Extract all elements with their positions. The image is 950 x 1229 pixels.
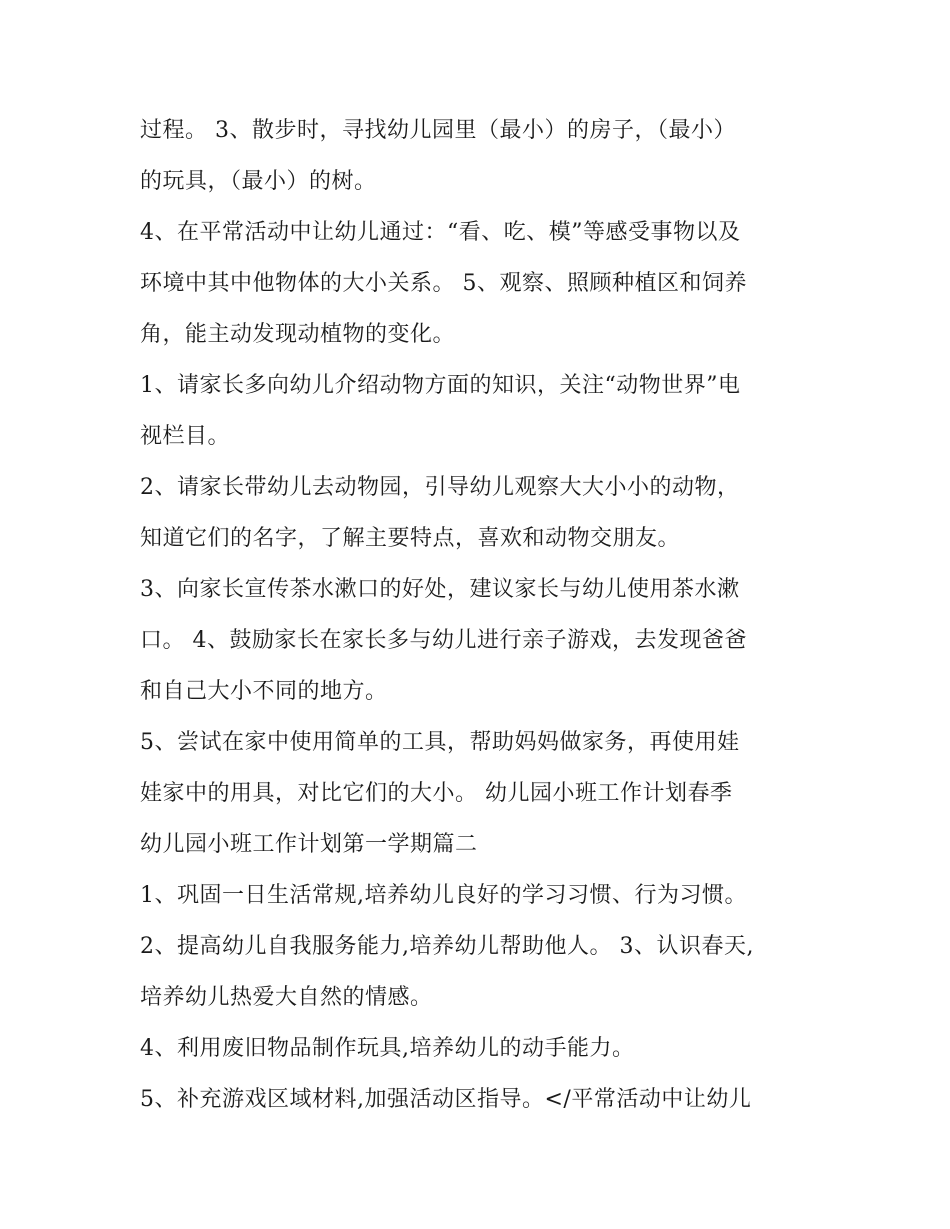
text-line: 4、利用废旧物品制作玩具,培养幼儿的动手能力。	[140, 1036, 635, 1061]
text-line: 1、请家长多向幼儿介绍动物方面的知识，关注“动物世界”电	[140, 373, 741, 398]
document-body	[140, 105, 820, 1125]
text-line: 过程。 3、散步时，寻找幼儿园里（最小）的房子，（最小）	[140, 118, 736, 143]
text-line: 培养幼儿热爱大自然的情感。	[140, 985, 433, 1010]
text-line: 口。 4、鼓励家长在家长多与幼儿进行亲子游戏，去发现爸爸	[140, 628, 747, 653]
text-line: 的玩具，（最小）的树。	[140, 169, 377, 194]
text-line: 幼儿园小班工作计划第一学期篇二	[140, 832, 478, 857]
text-line: 2、提高幼儿自我服务能力,培养幼儿帮助他人。 3、认识春天,	[140, 934, 754, 959]
text-line: 知道它们的名字，了解主要特点，喜欢和动物交朋友。	[140, 526, 681, 551]
text-line: 4、在平常活动中让幼儿通过：“看、吃、模”等感受事物以及	[140, 220, 741, 245]
text-line: 环境中其中他物体的大小关系。 5、观察、照顾种植区和饲养	[140, 271, 747, 296]
text-line: 和自己大小不同的地方。	[140, 679, 388, 704]
text-line: 2、请家长带幼儿去动物园，引导幼儿观察大大小小的动物，	[140, 475, 740, 500]
text-line: 5、补充游戏区域材料,加强活动区指导。</平常活动中让幼儿	[140, 1087, 752, 1112]
text-line: 3、向家长宣传茶水漱口的好处，建议家长与幼儿使用茶水漱	[140, 577, 740, 602]
text-line: 视栏目。	[140, 424, 231, 449]
text-line: 角，能主动发现动植物的变化。	[140, 322, 456, 347]
text-line: 5、尝试在家中使用简单的工具，帮助妈妈做家务，再使用娃	[140, 730, 740, 755]
text-line: 娃家中的用具，对比它们的大小。 幼儿园小班工作计划春季	[140, 781, 733, 806]
text-line: 1、巩固一日生活常规,培养幼儿良好的学习习惯、行为习惯。	[140, 883, 747, 908]
